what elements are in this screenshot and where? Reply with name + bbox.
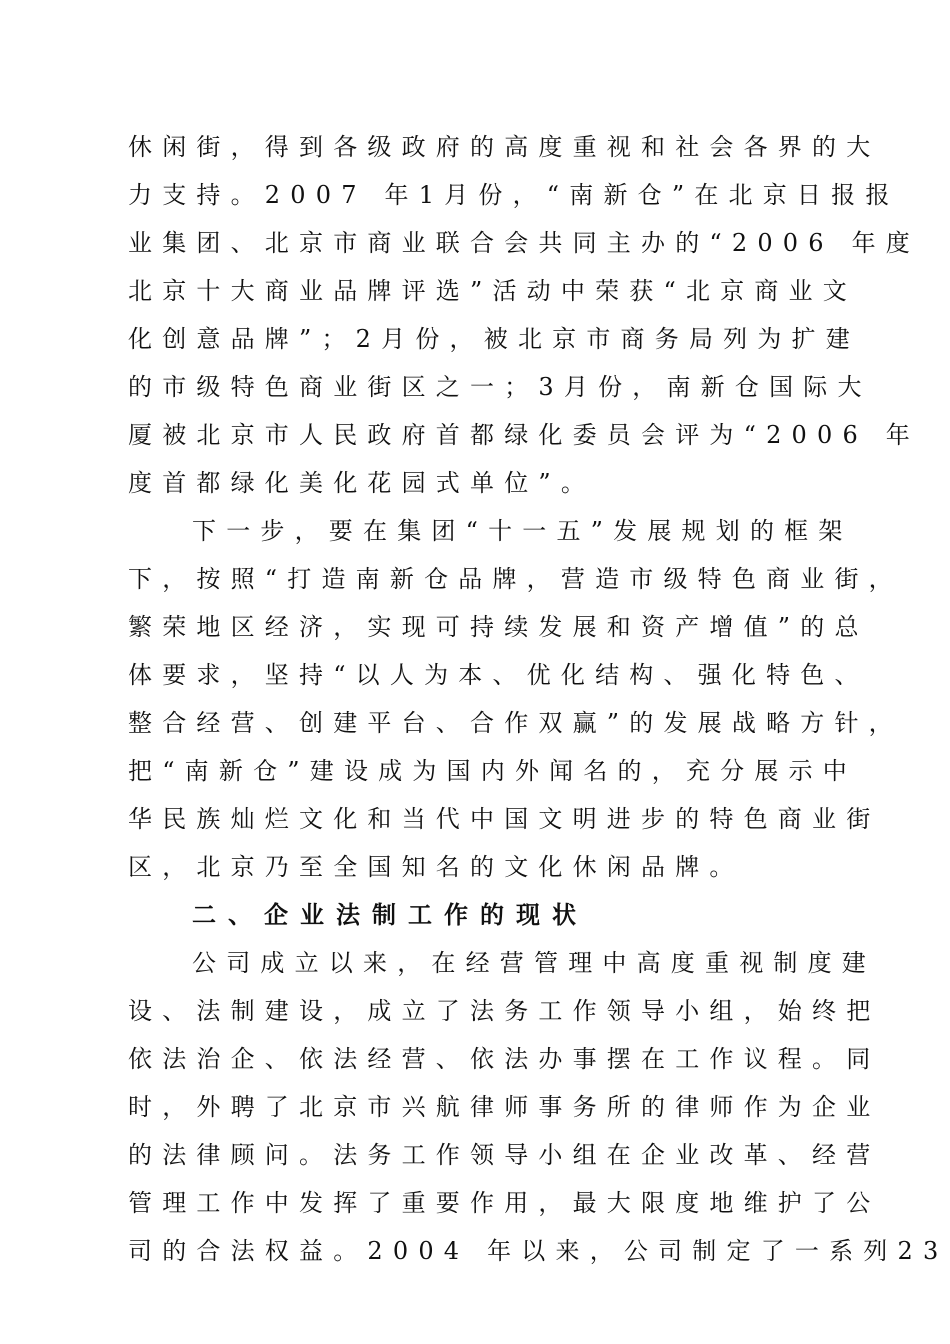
paragraph-line: 休闲街，得到各级政府的高度重视和社会各界的大 — [128, 133, 881, 161]
paragraph-line: 业集团、北京市商业联合会共同主办的“2006 年度 — [128, 229, 920, 257]
paragraph-line: 整合经营、创建平台、合作双赢”的发展战略方针， — [128, 709, 903, 737]
paragraph-line: 力支持。2007 年1月份，“南新仓”在北京日报报 — [128, 181, 900, 209]
paragraph-line: 时，外聘了北京市兴航律师事务所的律师作为企业 — [128, 1093, 881, 1121]
paragraph-line: 体要求，坚持“以人为本、优化结构、强化特色、 — [128, 661, 869, 689]
paragraph-line: 区，北京乃至全国知名的文化休闲品牌。 — [128, 853, 744, 881]
paragraph-line: 度首都绿化美化花园式单位”。 — [128, 469, 596, 497]
paragraph-first-line: 下一步，要在集团“十一五”发展规划的框架 — [192, 517, 853, 545]
paragraph-line: 把“南新仓”建设成为国内外闻名的，充分展示中 — [128, 757, 857, 785]
paragraph-line: 华民族灿烂文化和当代中国文明进步的特色商业街 — [128, 805, 881, 833]
paragraph-line: 司的合法权益。2004 年以来，公司制定了一系列23 — [128, 1237, 949, 1265]
paragraph-line: 化创意品牌”；2月份，被北京市商务局列为扩建 — [128, 325, 860, 353]
paragraph-line: 的法律顾问。法务工作领导小组在企业改革、经营 — [128, 1141, 881, 1169]
paragraph-line: 繁荣地区经济，实现可持续发展和资产增值”的总 — [128, 613, 869, 641]
paragraph-line: 下，按照“打造南新仓品牌，营造市级特色商业街， — [128, 565, 903, 593]
paragraph-line: 的市级特色商业街区之一；3月份，南新仓国际大 — [128, 373, 872, 401]
section-heading: 二、企业法制工作的现状 — [192, 900, 588, 929]
paragraph-line: 设、法制建设，成立了法务工作领导小组，始终把 — [128, 997, 881, 1025]
paragraph-line: 依法治企、依法经营、依法办事摆在工作议程。同 — [128, 1045, 881, 1073]
paragraph-line: 管理工作中发挥了重要作用，最大限度地维护了公 — [128, 1189, 881, 1217]
paragraph-line: 厦被北京市人民政府首都绿化委员会评为“2006 年 — [128, 421, 920, 449]
paragraph-line: 北京十大商业品牌评选”活动中荣获“北京商业文 — [128, 277, 857, 305]
paragraph-first-line: 公司成立以来，在经营管理中高度重视制度建 — [192, 949, 876, 977]
